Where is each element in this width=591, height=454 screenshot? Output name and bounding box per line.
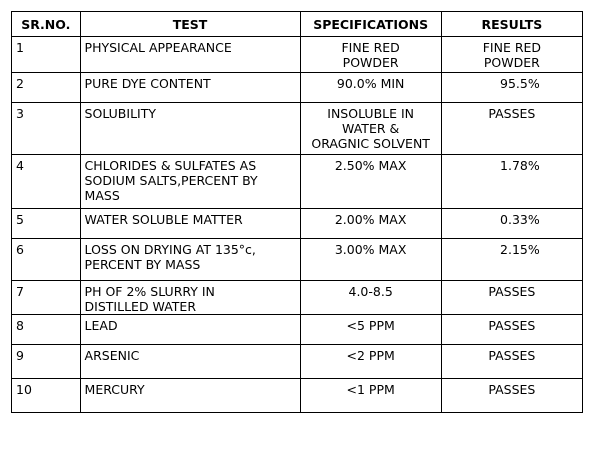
table-row: [12, 73, 583, 103]
cell-result-line: 2.15%: [500, 242, 540, 257]
cell-specification: [300, 379, 441, 413]
cell-specification-line: 3.00% MAX: [334, 242, 407, 257]
header-row: [12, 12, 583, 37]
cell-result-line: 95.5%: [500, 76, 540, 91]
cell-test-line: MASS: [84, 188, 120, 203]
cell-specification-line: ORAGNIC SOLVENT: [311, 136, 430, 151]
cell-specification-line: <1 PPM: [346, 382, 395, 397]
cell-specification-line: <5 PPM: [346, 318, 395, 333]
table-row: [12, 345, 583, 379]
cell-test: [80, 155, 300, 209]
table-row: [12, 239, 583, 281]
cell-sr-no: 6: [12, 239, 81, 281]
cell-result-line: FINE RED: [482, 40, 542, 55]
cell-specification: [300, 315, 441, 345]
cell-sr-no: 7: [12, 281, 81, 315]
cell-test: [80, 103, 300, 155]
cell-result-line: POWDER: [483, 55, 540, 70]
cell-specification: [300, 281, 441, 315]
specification-table: [11, 11, 583, 413]
cell-test-line: CHLORIDES & SULFATES AS: [84, 158, 257, 173]
cell-specification: [300, 37, 441, 73]
cell-result: [441, 239, 582, 281]
cell-specification: [300, 155, 441, 209]
cell-sr-no: 4: [12, 155, 81, 209]
table-row: [12, 37, 583, 73]
cell-test-line: ARSENIC: [84, 348, 140, 363]
cell-specification-line: FINE RED: [341, 40, 400, 55]
header-test: TEST: [80, 12, 300, 37]
cell-sr-no: 8: [12, 315, 81, 345]
cell-result: [441, 281, 582, 315]
table-row: [12, 103, 583, 155]
cell-test: [80, 281, 300, 315]
table-row: [12, 155, 583, 209]
cell-sr-no: 3: [12, 103, 81, 155]
cell-test-line: SODIUM SALTS,PERCENT BY: [84, 173, 258, 188]
cell-specification-line: 2.00% MAX: [334, 212, 407, 227]
cell-specification-line: <2 PPM: [346, 348, 395, 363]
cell-result: [441, 37, 582, 73]
cell-test: [80, 379, 300, 413]
cell-test-line: SOLUBILITY: [84, 106, 156, 121]
table-row: [12, 281, 583, 315]
cell-sr-no: 5: [12, 209, 81, 239]
cell-result: [441, 209, 582, 239]
cell-specification-line: 90.0% MIN: [336, 76, 405, 91]
cell-sr-no: 10: [12, 379, 81, 413]
cell-test-line: MERCURY: [84, 382, 145, 397]
cell-specification-line: POWDER: [342, 55, 399, 70]
table-row: [12, 379, 583, 413]
header-specifications: SPECIFICATIONS: [300, 12, 441, 37]
cell-result: [441, 379, 582, 413]
cell-result: [441, 155, 582, 209]
cell-result-line: PASSES: [488, 106, 536, 121]
cell-result-line: 0.33%: [500, 212, 540, 227]
table-body: [12, 37, 583, 413]
cell-specification-line: INSOLUBLE IN: [327, 106, 415, 121]
cell-test-line: PH OF 2% SLURRY IN: [84, 284, 215, 299]
cell-result-line: PASSES: [488, 382, 536, 397]
cell-specification: [300, 209, 441, 239]
cell-result: [441, 73, 582, 103]
cell-specification: [300, 103, 441, 155]
cell-specification: [300, 345, 441, 379]
cell-test: [80, 315, 300, 345]
table-row: [12, 315, 583, 345]
cell-test-line: WATER SOLUBLE MATTER: [84, 212, 243, 227]
cell-result: [441, 103, 582, 155]
table-row: [12, 209, 583, 239]
cell-result-line: PASSES: [488, 284, 536, 299]
cell-specification-line: WATER &: [342, 121, 400, 136]
header-results: RESULTS: [441, 12, 582, 37]
cell-result-line: 1.78%: [500, 158, 540, 173]
header-sr-no: SR.NO.: [12, 12, 81, 37]
cell-test-line: LEAD: [84, 318, 118, 333]
cell-sr-no: 9: [12, 345, 81, 379]
cell-sr-no: 2: [12, 73, 81, 103]
cell-test-line: PURE DYE CONTENT: [84, 76, 211, 91]
cell-sr-no: 1: [12, 37, 81, 73]
cell-specification: [300, 239, 441, 281]
cell-test: [80, 345, 300, 379]
cell-result: [441, 345, 582, 379]
cell-specification-line: 2.50% MAX: [334, 158, 407, 173]
cell-test-line: LOSS ON DRYING AT 135°c,: [84, 242, 256, 257]
cell-test-line: DISTILLED WATER: [84, 299, 197, 314]
cell-result-line: PASSES: [488, 318, 536, 333]
cell-test-line: PERCENT BY MASS: [84, 257, 201, 272]
cell-specification: [300, 73, 441, 103]
cell-specification-line: 4.0-8.5: [348, 284, 393, 299]
cell-test: [80, 37, 300, 73]
cell-test: [80, 239, 300, 281]
cell-result-line: PASSES: [488, 348, 536, 363]
cell-result: [441, 315, 582, 345]
cell-test: [80, 73, 300, 103]
cell-test-line: PHYSICAL APPEARANCE: [84, 40, 232, 55]
cell-test: [80, 209, 300, 239]
